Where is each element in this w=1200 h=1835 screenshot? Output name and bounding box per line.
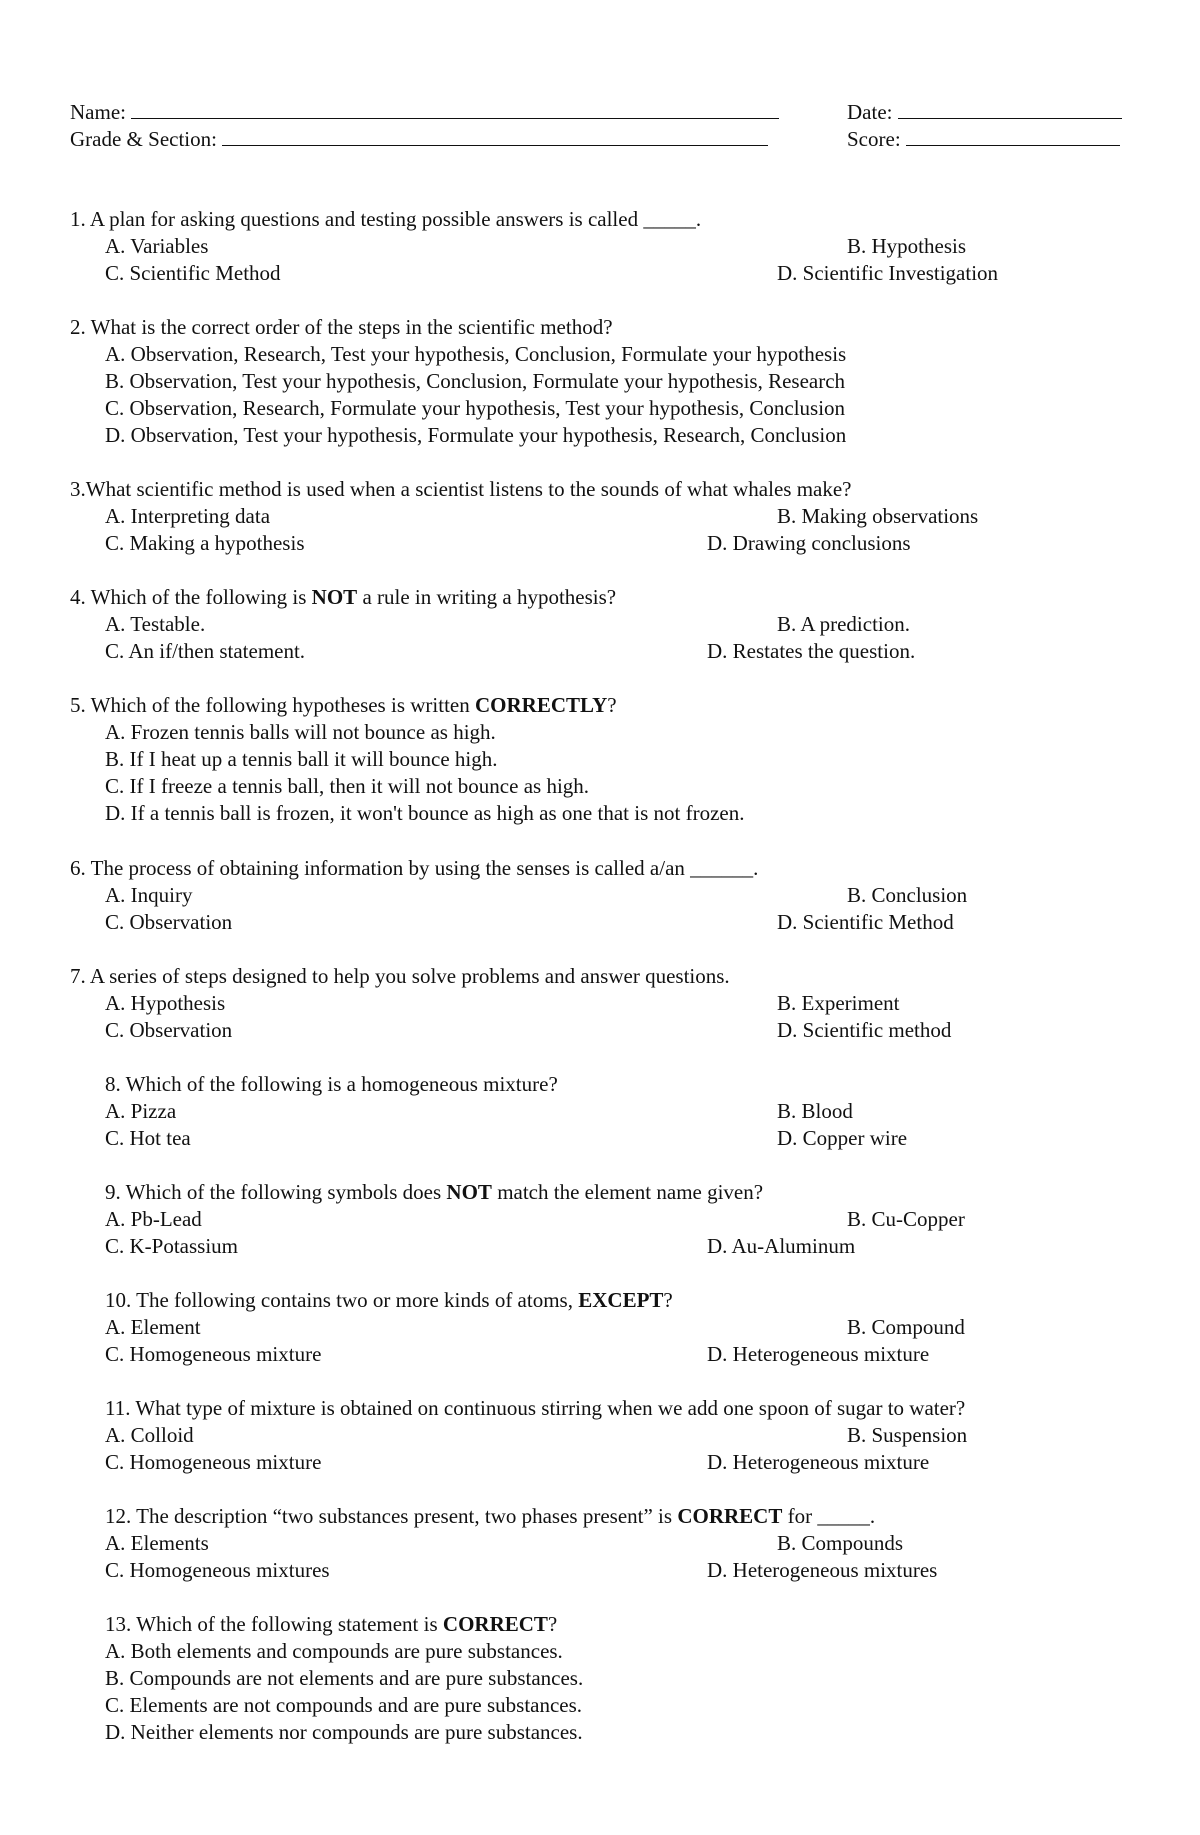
- question-emphasis: CORRECT: [442, 1612, 548, 1636]
- question-text: Which of the following symbols does: [125, 1180, 442, 1204]
- choice[interactable]: C. If I freeze a tennis ball, then it will not bounce as high.: [105, 774, 590, 798]
- choice[interactable]: D. Observation, Test your hypothesis, Formulate your hypothesis, Research, Conclusion: [105, 423, 847, 447]
- question-10: [105, 1287, 673, 1314]
- name-blank[interactable]: [131, 98, 779, 119]
- choice[interactable]: C. Observation, Research, Formulate your hypothesis, Test your hypothesis, Conclusion: [105, 396, 846, 420]
- question-text: ?: [607, 693, 617, 717]
- choice[interactable]: C. An if/then statement.: [105, 639, 306, 663]
- choice[interactable]: B. If I heat up a tennis ball it will bounce high.: [105, 747, 498, 771]
- choice[interactable]: A. Frozen tennis balls will not bounce as high.: [105, 720, 496, 744]
- choice[interactable]: B. Experiment: [777, 991, 900, 1015]
- choice[interactable]: B. Compound: [847, 1315, 965, 1339]
- question-6: [70, 855, 758, 882]
- question-text: ?: [663, 1288, 673, 1312]
- choice[interactable]: C. Homogeneous mixtures: [105, 1558, 330, 1582]
- question-text: A plan for asking questions and testing possible answers is called _____.: [89, 207, 702, 231]
- question-text: What type of mixture is obtained on continuous stirring when we add one spoon of sugar to water?: [135, 1396, 966, 1420]
- question-number: 9.: [105, 1180, 121, 1204]
- question-3: [70, 476, 852, 503]
- question-text: ?: [547, 1612, 558, 1636]
- question-5: [70, 692, 617, 719]
- choice[interactable]: C. Homogeneous mixture: [105, 1342, 322, 1366]
- question-number: 6.: [70, 856, 86, 880]
- choice[interactable]: D. Heterogeneous mixtures: [707, 1558, 938, 1582]
- question-number: 1.: [70, 207, 86, 231]
- choice[interactable]: B. Conclusion: [847, 883, 968, 907]
- choice[interactable]: A. Element: [105, 1315, 201, 1339]
- choice[interactable]: C. Making a hypothesis: [105, 531, 305, 555]
- question-number: 3.: [70, 477, 86, 501]
- question-text: for _____.: [787, 1504, 876, 1528]
- score-blank[interactable]: [906, 125, 1120, 146]
- choice[interactable]: C. Elements are not compounds and are pure substances.: [105, 1693, 583, 1717]
- question-9: [105, 1179, 763, 1206]
- choice[interactable]: D. Scientific Investigation: [777, 261, 999, 285]
- date-blank[interactable]: [898, 98, 1122, 119]
- question-text: Which of the following is: [90, 585, 307, 609]
- choice[interactable]: B. Compounds are not elements and are pure substances.: [105, 1666, 584, 1690]
- question-number: 4.: [70, 585, 86, 609]
- choice[interactable]: D. Heterogeneous mixture: [707, 1342, 930, 1366]
- choice[interactable]: A. Pb-Lead: [105, 1207, 202, 1231]
- choice[interactable]: A. Testable.: [105, 612, 206, 636]
- choice[interactable]: A. Both elements and compounds are pure substances.: [105, 1639, 563, 1663]
- choice[interactable]: D. Copper wire: [777, 1126, 908, 1150]
- choice[interactable]: D. Heterogeneous mixture: [707, 1450, 930, 1474]
- question-text: What scientific method is used when a scientist listens to the sounds of what whales make?: [85, 477, 852, 501]
- question-11: [105, 1395, 965, 1422]
- choice[interactable]: A. Pizza: [105, 1099, 177, 1123]
- choice[interactable]: C. Homogeneous mixture: [105, 1450, 322, 1474]
- question-text: Which of the following is a homogeneous mixture?: [125, 1072, 558, 1096]
- choice[interactable]: D. Drawing conclusions: [707, 531, 911, 555]
- choice[interactable]: B. Compounds: [777, 1531, 904, 1555]
- grade-section-label: Grade & Section:: [70, 127, 217, 151]
- choice[interactable]: B. Observation, Test your hypothesis, Conclusion, Formulate your hypothesis, Research: [105, 369, 846, 393]
- question-emphasis: CORRECTLY: [474, 693, 608, 717]
- question-1: [70, 206, 701, 233]
- choice[interactable]: D. Au-Aluminum: [707, 1234, 856, 1258]
- question-emphasis: CORRECT: [677, 1504, 783, 1528]
- question-number: 11.: [105, 1396, 131, 1420]
- choice[interactable]: A. Colloid: [105, 1423, 194, 1447]
- question-12: [105, 1503, 875, 1530]
- choice[interactable]: C. Hot tea: [105, 1126, 191, 1150]
- choice[interactable]: A. Observation, Research, Test your hypothesis, Conclusion, Formulate your hypothesis: [105, 342, 847, 366]
- name-field: [70, 98, 779, 126]
- choice[interactable]: A. Elements: [105, 1531, 209, 1555]
- choice[interactable]: A. Inquiry: [105, 883, 193, 907]
- choice[interactable]: A. Hypothesis: [105, 991, 226, 1015]
- question-text: The description “two substances present, two phases present” is: [136, 1504, 673, 1528]
- choice[interactable]: B. Hypothesis: [847, 234, 967, 258]
- question-8: [105, 1071, 558, 1098]
- choice[interactable]: B. Blood: [777, 1099, 853, 1123]
- question-text: Which of the following statement is: [136, 1612, 438, 1636]
- question-7: [70, 963, 730, 990]
- question-2: [70, 314, 613, 341]
- question-text: a rule in writing a hypothesis?: [362, 585, 617, 609]
- choice[interactable]: C. Scientific Method: [105, 261, 281, 285]
- choice[interactable]: D. Restates the question.: [707, 639, 916, 663]
- question-4: [70, 584, 616, 611]
- question-number: 8.: [105, 1072, 121, 1096]
- choice[interactable]: B. Suspension: [847, 1423, 968, 1447]
- question-emphasis: NOT: [446, 1180, 492, 1204]
- name-label: Name:: [70, 100, 126, 124]
- date-field: [847, 98, 1122, 126]
- question-emphasis: EXCEPT: [578, 1288, 664, 1312]
- choice[interactable]: A. Interpreting data: [105, 504, 271, 528]
- choice[interactable]: A. Variables: [105, 234, 209, 258]
- score-label: Score:: [847, 127, 901, 151]
- question-text: A series of steps designed to help you solve problems and answer questions.: [89, 964, 730, 988]
- question-text: The process of obtaining information by using the senses is called a/an ______.: [90, 856, 759, 880]
- grade-section-blank[interactable]: [222, 125, 768, 146]
- date-label: Date:: [847, 100, 893, 124]
- question-13: [105, 1611, 557, 1638]
- choice[interactable]: B. Making observations: [777, 504, 979, 528]
- choice[interactable]: D. If a tennis ball is frozen, it won't bounce as high as one that is not frozen.: [105, 801, 745, 825]
- choice[interactable]: C. Observation: [105, 1018, 233, 1042]
- choice[interactable]: D. Scientific Method: [777, 910, 954, 934]
- score-field: [847, 125, 1120, 153]
- grade-section-field: [70, 125, 768, 153]
- question-number: 2.: [70, 315, 86, 339]
- choice[interactable]: D. Scientific method: [777, 1018, 952, 1042]
- question-text: match the element name given?: [497, 1180, 764, 1204]
- question-number: 13.: [105, 1612, 132, 1636]
- choice[interactable]: D. Neither elements nor compounds are pure substances.: [105, 1720, 583, 1744]
- question-number: 5.: [70, 693, 86, 717]
- choice[interactable]: B. Cu-Copper: [847, 1207, 965, 1231]
- question-text: What is the correct order of the steps in the scientific method?: [90, 315, 613, 339]
- question-number: 10.: [105, 1288, 132, 1312]
- question-number: 7.: [70, 964, 86, 988]
- question-text: Which of the following hypotheses is written: [90, 693, 470, 717]
- choice[interactable]: C. Observation: [105, 910, 233, 934]
- choice[interactable]: C. K-Potassium: [105, 1234, 239, 1258]
- question-emphasis: NOT: [311, 585, 358, 609]
- choice[interactable]: B. A prediction.: [777, 612, 910, 636]
- question-text: The following contains two or more kinds of atoms,: [136, 1288, 573, 1312]
- question-number: 12.: [105, 1504, 132, 1528]
